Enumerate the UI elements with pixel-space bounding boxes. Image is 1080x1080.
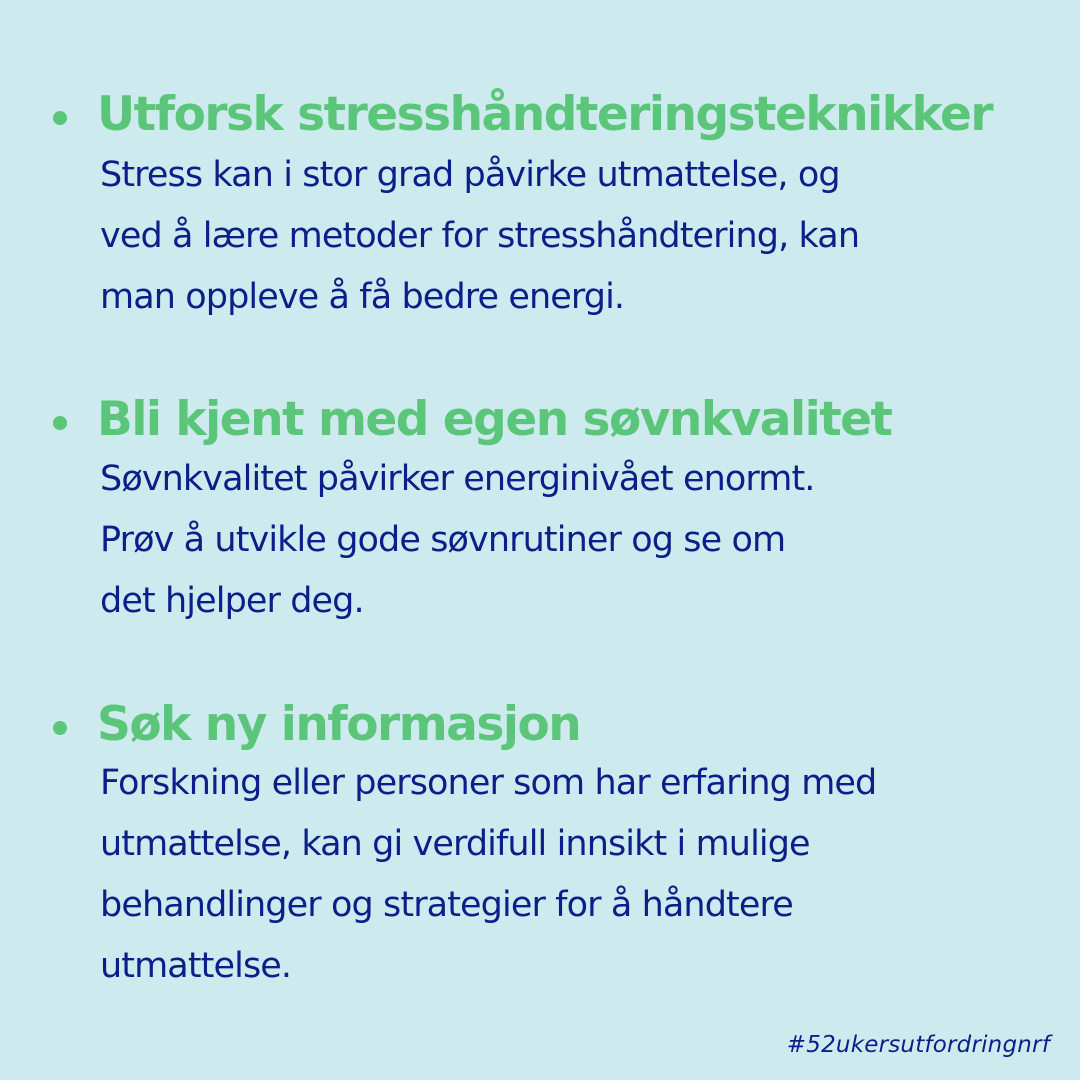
campaign-hashtag: #52ukersutfordringnrf <box>786 1032 1050 1058</box>
tip-heading-information: Søk ny informasjon <box>97 697 581 752</box>
bullet-dot-icon <box>53 416 67 430</box>
tip-body-line: det hjelper deg. <box>100 581 364 621</box>
tip-body-line: utmattelse, kan gi verdifull innsikt i mulige <box>100 824 810 864</box>
tip-body-line: utmattelse. <box>100 946 292 986</box>
tip-heading-stress: Utforsk stresshåndteringsteknikker <box>97 87 993 142</box>
bullet-dot-icon <box>53 111 67 125</box>
tip-body-line: Søvnkvalitet påvirker energinivået enormt. <box>100 459 815 499</box>
tip-heading-sleep: Bli kjent med egen søvnkvalitet <box>97 392 892 447</box>
tip-body-line: Prøv å utvikle gode søvnrutiner og se om <box>100 520 786 560</box>
tip-body-line: Stress kan i stor grad påvirke utmattelse, og <box>100 155 840 195</box>
tip-body-line: ved å lære metoder for stresshåndtering, kan <box>100 216 860 256</box>
tip-body-line: behandlinger og strategier for å håndtere <box>100 885 793 925</box>
bullet-dot-icon <box>53 721 67 735</box>
tip-body-line: man oppleve å få bedre energi. <box>100 277 625 317</box>
tip-body-line: Forskning eller personer som har erfaring med <box>100 763 877 803</box>
